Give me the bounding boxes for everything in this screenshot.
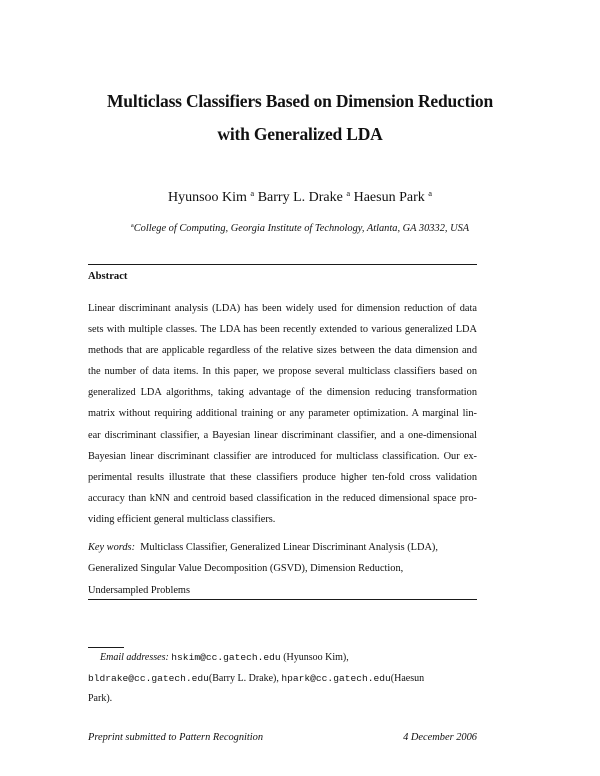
email-link[interactable]: bldrake@cc.gatech.edu [88, 672, 209, 684]
keywords [88, 537, 477, 601]
email-footnote [88, 648, 477, 710]
email-owner: (Barry L. Drake), [208, 672, 279, 684]
footnote-line-2 [88, 669, 477, 690]
abstract-heading: Abstract [88, 271, 128, 282]
keywords-line-1 [88, 537, 477, 558]
abstract-line: methods that are applicable regardless of the relative sizes between the data dimension and [88, 345, 477, 357]
paper-title-line-1: Multiclass Classifiers Based on Dimension Reduction [106, 91, 493, 111]
abstract-line: perimental results illustrate that these classifiers produce higher ten-fold cross validation [88, 471, 477, 483]
abstract-line: generalized LDA algorithms, taking advantage of the dimension reducing transformation [88, 387, 477, 399]
abstract-line: sets with multiple classes. The LDA has been recently extended to various generalized LDA [88, 324, 477, 336]
abstract-line: Bayesian linear discriminant classifier are introduced for multiclass classification. Our ex- [88, 450, 477, 462]
footnote-line-1 [88, 648, 477, 669]
author-affiliation-mark: a [428, 188, 433, 198]
email-label: Email addresses: [100, 652, 169, 663]
email-link[interactable]: hskim@cc.gatech.edu [171, 652, 281, 663]
affiliation-text: College of Computing, Georgia Institute of Technology, Atlanta, GA 30332, USA [133, 223, 470, 234]
abstract-line: matrix without requiring additional training or any parameter optimization. A marginal lin- [88, 408, 477, 420]
affiliation-mark: a [130, 222, 134, 229]
keywords-label: Key words: [88, 542, 136, 553]
author-name: Haesun Park [353, 190, 425, 205]
abstract-line: viding efficient general multiclass classifiers. [88, 513, 276, 525]
abstract-bottom-rule [88, 599, 477, 600]
email-owner: (Hyunsoo Kim), [283, 652, 349, 663]
abstract-body [88, 298, 477, 530]
abstract-top-rule [88, 264, 477, 265]
keywords-line-3: Undersampled Problems [88, 584, 190, 596]
preprint-date: 4 December 2006 [403, 732, 477, 743]
abstract-line: ear discriminant classifier, a Bayesian linear discriminant classifier, and a one-dimensional [88, 429, 477, 441]
email-link[interactable]: hpark@cc.gatech.edu [281, 672, 391, 684]
footnote-line-3: Park). [88, 693, 113, 704]
abstract-line: accuracy than kNN and centroid based classification in the reduced dimensional space pro- [88, 492, 477, 504]
author-list [60, 188, 540, 206]
abstract-line: the number of data items. In this paper, we propose several multiclass classifiers based on [88, 366, 477, 378]
preprint-note: Preprint submitted to Pattern Recognition [88, 732, 264, 743]
keywords-text: Multiclass Classifier, Generalized Linear Discriminant Analysis (LDA), [140, 542, 438, 553]
paper-title-line-2: with Generalized LDA [217, 124, 383, 144]
author-name: Hyunsoo Kim [167, 190, 247, 205]
abstract-line: Linear discriminant analysis (LDA) has been widely used for dimension reduction of data [88, 303, 477, 314]
author-affiliation-mark: a [250, 188, 255, 198]
affiliation [60, 222, 540, 234]
author-name: Barry L. Drake [257, 190, 343, 205]
email-owner: (Haesun [390, 672, 425, 684]
author-affiliation-mark: a [346, 188, 351, 198]
keywords-line-2: Generalized Singular Value Decomposition (GSVD), Dimension Reduction, [88, 563, 404, 575]
